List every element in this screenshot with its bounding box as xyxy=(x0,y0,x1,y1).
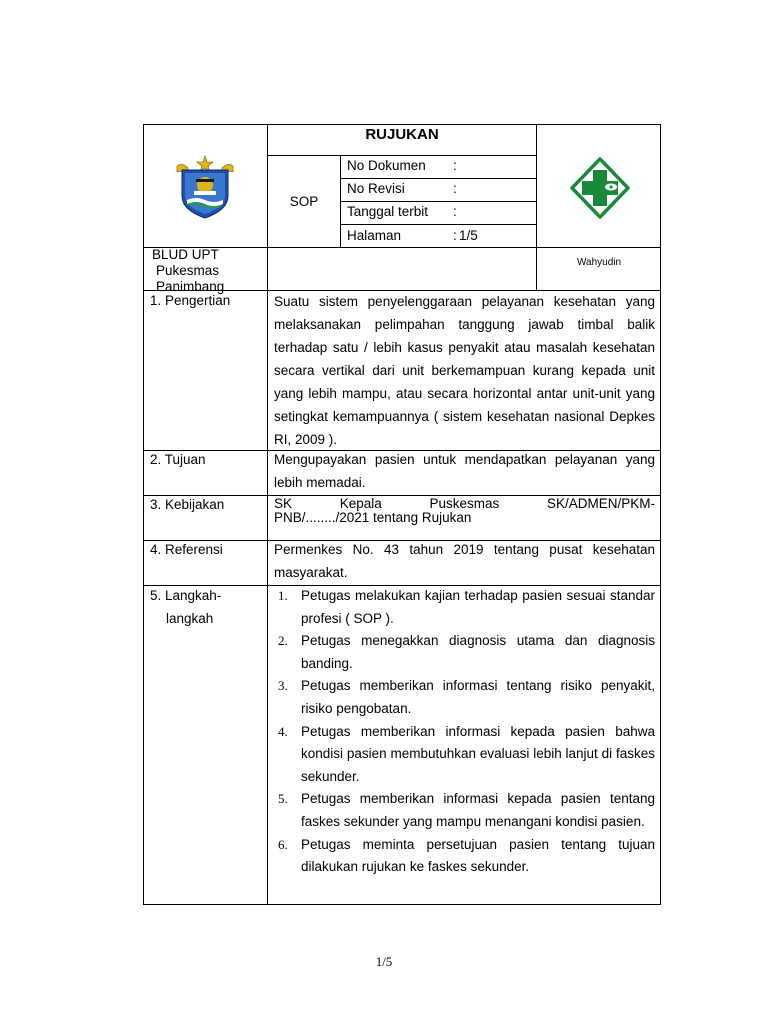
table-row-divider xyxy=(340,178,536,179)
section-label-referensi: 4. Referensi xyxy=(150,542,223,557)
table-row-divider xyxy=(267,155,536,156)
section-text-tujuan: Mengupayakan pasien untuk mendapatkan pelayanan yang lebih memadai. xyxy=(274,452,655,490)
step-number: 6. xyxy=(278,836,288,852)
meta-colon: : xyxy=(453,228,457,243)
meta-colon: : xyxy=(453,158,457,173)
list-item xyxy=(274,585,655,630)
section-text-pengertian: Suatu sistem penyelenggaraan pelayanan kesehatan yang melaksanakan pelimpahan tanggung jawab timbal balik terhadap satu / lebih kasus penyakit atau masalah kesehatan secara vertikal dari unit berkemampuan kurang kepada unit yang lebih mampu, atau secara horizontal antar unit-unit yang setingkat kemampuannya ( sistem kesehatan nasional Depkes RI, 2009 ). xyxy=(274,294,655,447)
step-text: Petugas memberikan informasi kepada pasien bahwa kondisi pasien membutuhkan evaluasi lebih lanjut di faskes sekunder. xyxy=(301,723,655,784)
meta-colon: : xyxy=(453,204,457,219)
meta-colon: : xyxy=(453,181,457,196)
kebijakan-line: PNB/......../2021 tentang Rujukan xyxy=(274,510,472,525)
kebijakan-word: Kepala xyxy=(339,496,382,511)
step-text: Petugas meminta persetujuan pasien tentang tujuan dilakukan rujukan ke faskes sekunder. xyxy=(301,836,655,875)
list-item xyxy=(274,630,655,675)
document-title: RUJUKAN xyxy=(365,126,439,143)
table-row-divider xyxy=(340,224,536,225)
org-line: Panimbang xyxy=(156,279,225,294)
step-text: Petugas memberikan informasi kepada pasien tentang faskes sekunder yang mampu menangani kondisi pasien. xyxy=(301,791,655,829)
kebijakan-word: SK/ADMEN/PKM- xyxy=(546,496,655,511)
table-column-divider xyxy=(267,124,268,905)
section-text-referensi: Permenkes No. 43 tahun 2019 tentang pusat kesehatan masyarakat. xyxy=(274,542,655,580)
list-item xyxy=(274,721,655,789)
org-line: Pukesmas xyxy=(156,263,220,278)
meta-label-no-dokumen: No Dokumen xyxy=(347,158,426,173)
org-line: BLUD UPT xyxy=(152,247,219,262)
meta-value-halaman: 1/5 xyxy=(459,228,478,243)
list-item xyxy=(274,834,655,879)
meta-label-halaman: Halaman xyxy=(347,228,402,243)
section-label-langkah-cont: langkah xyxy=(166,611,214,626)
table-row-divider xyxy=(340,201,536,202)
step-number: 3. xyxy=(278,678,288,694)
step-number: 4. xyxy=(278,723,288,739)
list-item xyxy=(274,675,655,720)
signatory-name: Wahyudin xyxy=(576,257,622,268)
organization-name xyxy=(152,247,262,295)
section-label-tujuan: 2. Tujuan xyxy=(150,452,206,467)
step-text: Petugas memberikan informasi tentang risiko penyakit, risiko pengobatan. xyxy=(301,678,655,716)
page-number: 1/5 xyxy=(375,954,393,969)
steps-list xyxy=(274,585,655,879)
section-label-langkah: 5. Langkah- xyxy=(150,588,222,603)
section-text-kebijakan xyxy=(274,497,655,525)
regency-crest-icon xyxy=(174,154,236,220)
puskesmas-green-cross-icon xyxy=(568,156,632,220)
kebijakan-word: SK xyxy=(274,496,293,511)
sop-label: SOP xyxy=(289,194,319,209)
meta-label-tanggal-terbit: Tanggal terbit xyxy=(347,204,429,219)
section-label-kebijakan: 3. Kebijakan xyxy=(150,497,225,512)
step-text: Petugas menegakkan diagnosis utama dan diagnosis banding. xyxy=(301,633,655,671)
table-column-divider xyxy=(536,124,537,290)
step-number: 5. xyxy=(278,791,288,807)
section-label-pengertian: 1. Pengertian xyxy=(150,293,231,308)
step-number: 1. xyxy=(278,588,288,603)
meta-label-no-revisi: No Revisi xyxy=(347,181,405,196)
step-text: Petugas melakukan kajian terhadap pasien sesuai standar profesi ( SOP ). xyxy=(301,588,655,626)
list-item xyxy=(274,788,655,833)
kebijakan-word: Puskesmas xyxy=(429,496,500,511)
step-number: 2. xyxy=(278,633,288,649)
kebijakan-line xyxy=(274,497,655,511)
